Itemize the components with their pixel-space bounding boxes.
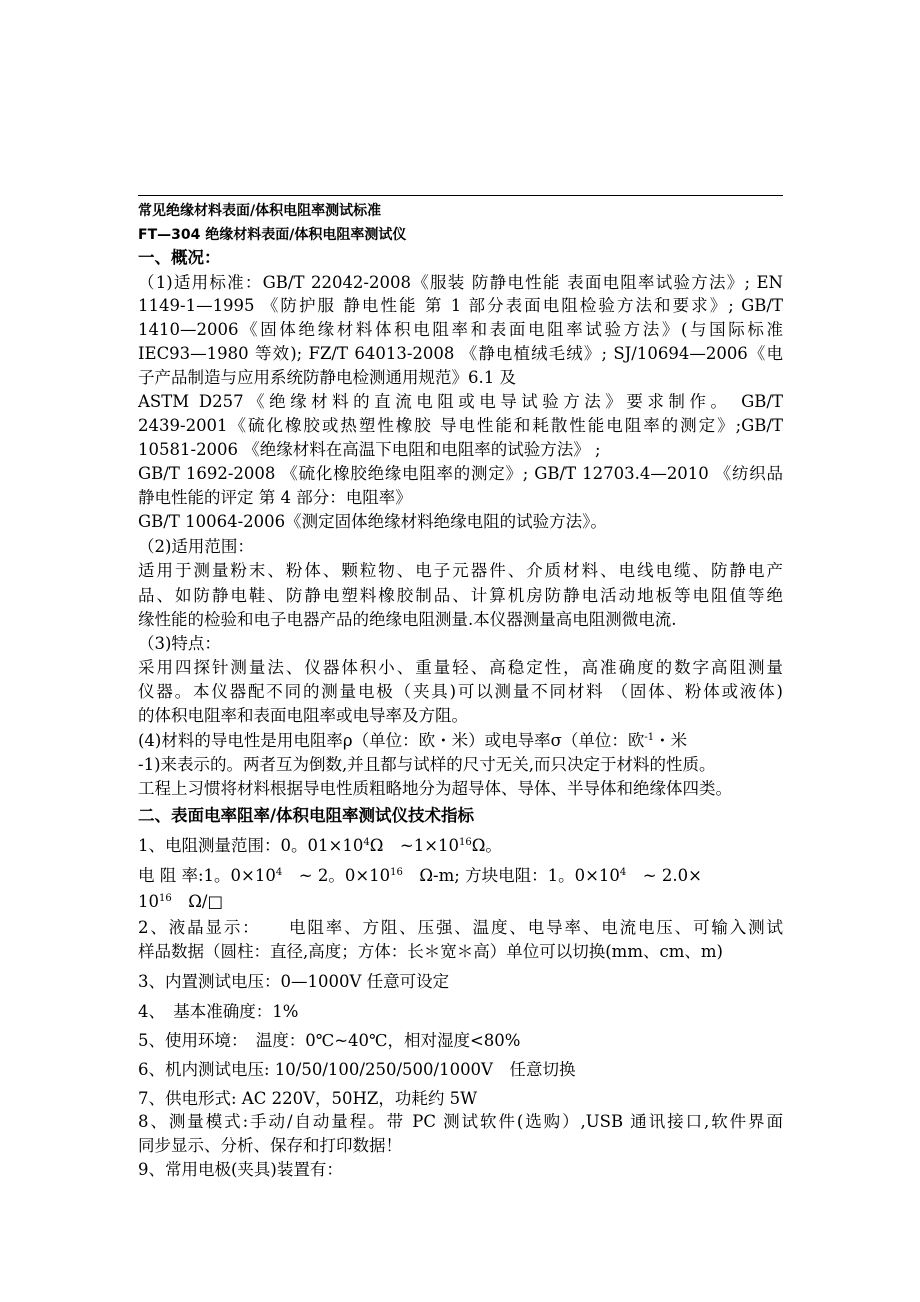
spec-item-7: 7、供电形式: AC 220V，50HZ，功耗约 5W [138,1089,478,1108]
p1-line: 2439-2001《硫化橡胶或热塑性橡胶 导电性能和耗散性能电阻率的测定》;GB/T [138,416,783,435]
p3-line: （3)特点： [138,634,221,653]
spec-sup: 4 [275,867,283,878]
spec-text: Ω。 [471,836,502,855]
spec-sup: 4 [619,867,627,878]
section1-heading: 一、概况： [138,248,221,267]
spec-text: 10 [138,892,159,911]
p1-line: GB/T 1692-2008 《硫化橡胶绝缘电阻率的测定》; GB/T 12703.4—2010 《纺织品 [138,464,783,483]
p1-line: 子产品制造与应用系统防静电检测通用规范》6.1 及 [138,368,516,387]
p3-line: 采用四探针测量法、仪器体积小、重量轻、高稳定性，高准确度的数字高阻测量 [138,658,783,677]
spec-item-5: 5、使用环境： 温度：0℃~40℃，相对湿度<80% [138,1031,521,1050]
p4-line [138,731,687,751]
p1-line: GB/T 10064-2006《测定固体绝缘材料绝缘电阻的试验方法》。 [138,512,607,531]
doc-subtitle: FT—304 绝缘材料表面/体积电阻率测试仪 [138,227,407,243]
p1-line: 10581-2006 《绝缘材料在高温下电阻和电阻率的试验方法》 ; [138,440,601,459]
spec-text: Ω ~1×10 [369,836,460,855]
spec-sup: 16 [390,867,403,878]
p2-line: 品、如防静电鞋、防静电塑料橡胶制品、计算机房防静电活动地板等电阻值等绝 [138,586,783,605]
spec-text: Ω/□ [171,892,224,911]
p1-line: 1410—2006《固体绝缘材料体积电阻率和表面电阻率试验方法》(与国际标准 [138,320,783,339]
spec-sup: 16 [159,893,172,904]
spec-item-4: 4、 基本准确度：1% [138,1002,299,1021]
spec-item-9: 9、常用电极(夹具)装置有： [138,1160,343,1179]
spec-item-8-cont: 同步显示、分析、保存和打印数据！ [138,1136,402,1155]
p1-line: 静电性能的评定 第 4 部分：电阻率》 [138,488,412,507]
p4-text: (4)材料的导电性是用电阻率ρ（单位：欧・米）或电导率σ（单位：欧 [138,731,645,750]
spec-text: 1、电阻测量范围：0。01×10 [138,836,364,855]
spec-sup: 4 [363,837,370,848]
spec-item-1 [138,836,502,856]
p3-line: 的体积电阻率和表面电阻率或电导率及方阻。 [138,706,468,725]
spec-text: ~ 2。0×10 [282,866,391,885]
p4-line: -1)来表示的。两者互为倒数,并且都与试样的尺寸无关,而只决定于材料的性质。 [138,755,716,774]
spec-item-3: 3、内置测试电压：0—1000V 任意可设定 [138,972,450,991]
spec-item-2: 2、液晶显示： 电阻率、方阻、压强、温度、电导率、电流电压、可输入测试 [138,918,783,937]
p4-line: 工程上习惯将材料根据导电性质粗略地分为超导体、导体、半导体和绝缘体四类。 [138,779,732,798]
spec-item-2-cont: 样品数据（圆柱：直径,高度；方体：长＊宽＊高）单位可以切换(mm、cm、m) [138,942,723,961]
p4-text: ・米 [654,731,688,750]
p2-line: （2)适用范围： [138,537,254,556]
spec-resistivity-cont [138,892,223,912]
spec-text: Ω-m; 方块电阻：1。0×10 [402,866,620,885]
p1-line: 1149-1—1995 《防护服 静电性能 第 1 部分表面电阻检验方法和要求》; GB/T [138,296,783,315]
doc-title: 常见绝缘材料表面/体积电阻率测试标准 [138,203,382,219]
p1-line: ASTM D257《绝缘材料的直流电阻或电导试验方法》要求制作。 GB/T [138,392,783,411]
p2-line: 适用于测量粉末、粉体、颗粒物、电子元器件、介质材料、电线电缆、防静电产 [138,561,783,580]
p4-sup: -1 [644,732,655,743]
spec-text: ~ 2.0× [626,866,702,885]
section2-heading: 二、表面电率阻率/体积电阻率测试仪技术指标 [138,806,475,825]
spec-sup: 16 [459,837,472,848]
spec-item-6: 6、机内测试电压: 10/50/100/250/500/1000V 任意切换 [138,1060,576,1079]
p1-line: IEC93—1980 等效); FZ/T 64013-2008 《静电植绒毛绒》; SJ/10694—2006《电 [138,344,783,363]
p1-line: （1)适用标准：GB/T 22042-2008《服装 防静电性能 表面电阻率试验方法》; EN [138,273,783,292]
p2-line: 缘性能的检验和电子电器产品的绝缘电阻测量.本仪器测量高电阻测微电流. [138,610,677,629]
p3-line: 仪器。本仪器配不同的测量电极（夹具)可以测量不同材料 （固体、粉体或液体) [138,682,783,701]
spec-text: 电 阻 率:1。0×10 [138,866,276,885]
header-rule [138,195,783,196]
spec-resistivity [138,866,702,886]
spec-item-8: 8、测量模式:手动/自动量程。带 PC 测试软件(选购）,USB 通讯接口,软件界面 [138,1112,783,1131]
